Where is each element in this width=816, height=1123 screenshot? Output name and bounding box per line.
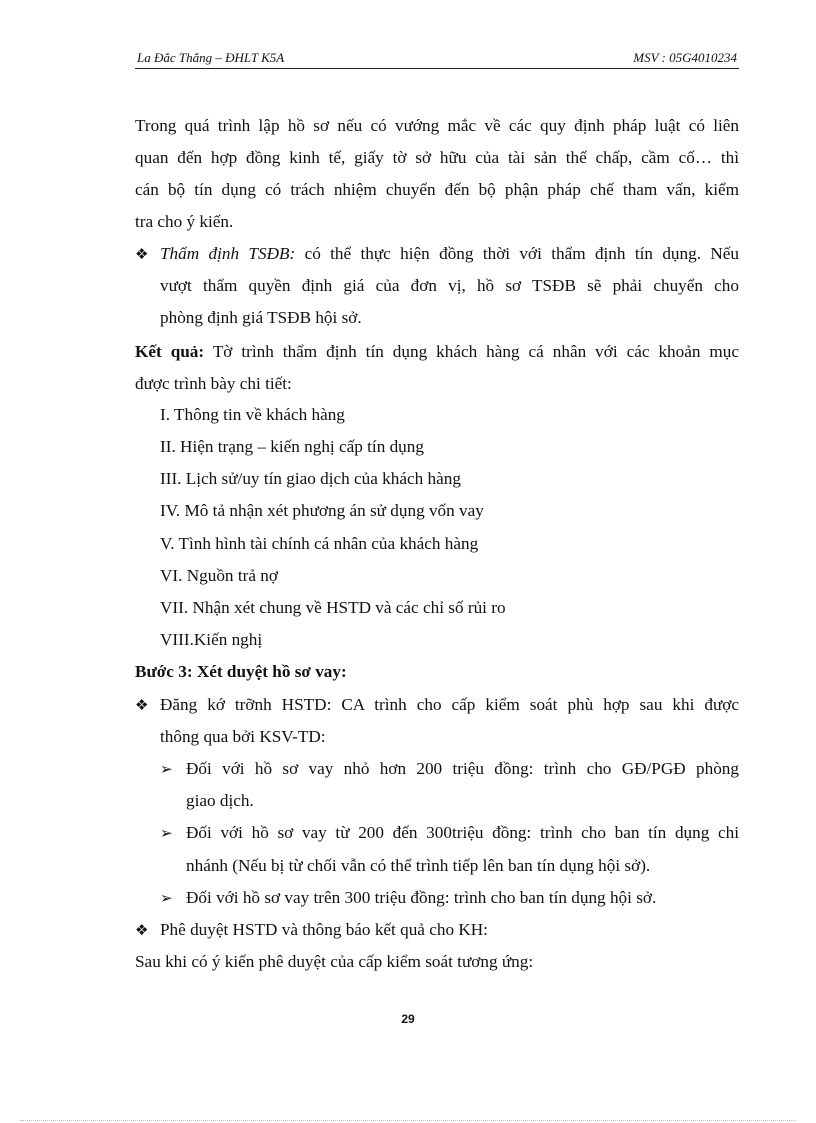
tsdb-line: phòng định giá TSĐB hội sở. [160, 308, 362, 327]
page-bottom-divider [20, 1120, 796, 1121]
tsdb-title: Thẩm định TSĐB: [160, 244, 296, 263]
arrow-bullet-icon: ➢ [160, 889, 173, 907]
arrow-item-line: Đối với hồ sơ vay từ 200 đến 300triệu đồng: trình cho ban tín dụng chi [186, 823, 739, 842]
dangky-line: Đăng kớ trỡnh HSTD: CA trình cho cấp kiểm soát phù hợp sau khi được [160, 695, 739, 714]
paragraph-line: quan đến hợp đồng kinh tế, giấy tờ sở hữu của tài sản thế chấp, cầm cố… thì [135, 148, 739, 167]
section-item: VI. Nguồn trả nợ [160, 566, 278, 585]
ketqua-text: Tờ trình thẩm định tín dụng khách hàng cá nhân với các khoản mục [212, 342, 740, 361]
tsdb-line [160, 244, 739, 264]
arrow-item-line: Đối với hồ sơ vay nhỏ hơn 200 triệu đồng: trình cho GĐ/PGĐ phòng [186, 759, 739, 778]
ketqua-line [135, 342, 739, 362]
tsdb-text: có thể thực hiện đồng thời với thẩm định tín dụng. Nếu [304, 244, 739, 263]
diamond-bullet-icon: ❖ [135, 696, 149, 714]
page-header [135, 48, 739, 69]
ketqua-line: được trình bày chi tiết: [135, 374, 292, 393]
page-number: 29 [401, 1012, 415, 1026]
section-item: III. Lịch sử/uy tín giao dịch của khách hàng [160, 469, 461, 488]
arrow-item-line: nhánh (Nếu bị từ chối vẫn có thể trình tiếp lên ban tín dụng hội sở). [186, 856, 651, 875]
pheduyet-line: Phê duyệt HSTD và thông báo kết quả cho KH: [160, 920, 488, 939]
section-item: I. Thông tin về khách hàng [160, 405, 345, 424]
arrow-bullet-icon: ➢ [160, 824, 173, 842]
step-3-heading: Bước 3: Xét duyệt hồ sơ vay: [135, 662, 347, 681]
arrow-item-line: giao dịch. [186, 791, 254, 810]
diamond-bullet-icon: ❖ [135, 245, 149, 263]
ketqua-label: Kết quả: [135, 342, 205, 361]
section-item: V. Tình hình tài chính cá nhân của khách hàng [160, 534, 479, 553]
diamond-bullet-icon: ❖ [135, 921, 149, 939]
paragraph-line: Trong quá trình lập hồ sơ nếu có vướng mắc về các quy định pháp luật có liên [135, 116, 739, 135]
paragraph-line: Sau khi có ý kiến phê duyệt của cấp kiểm soát tương ứng: [135, 952, 534, 971]
paragraph-line: tra cho ý kiến. [135, 212, 234, 231]
paragraph-line: cán bộ tín dụng có trách nhiệm chuyển đến bộ phận pháp chế tham vấn, kiểm [135, 180, 739, 199]
dangky-line: thông qua bởi KSV-TD: [160, 727, 326, 746]
header-student-id: MSV : 05G4010234 [633, 50, 737, 65]
section-item: II. Hiện trạng – kiến nghị cấp tín dụng [160, 437, 424, 456]
tsdb-line: vượt thẩm quyền định giá của đơn vị, hồ sơ TSĐB sẽ phải chuyển cho [160, 276, 739, 295]
section-item: VII. Nhận xét chung về HSTD và các chỉ số rủi ro [160, 598, 506, 617]
arrow-bullet-icon: ➢ [160, 760, 173, 778]
arrow-item-line: Đối với hồ sơ vay trên 300 triệu đồng: trình cho ban tín dụng hội sở. [186, 888, 657, 907]
section-item: IV. Mô tả nhận xét phương án sử dụng vốn vay [160, 501, 484, 520]
section-item: VIII.Kiến nghị [160, 630, 263, 649]
header-author: La Đắc Thắng – ĐHLT K5A [137, 50, 285, 65]
